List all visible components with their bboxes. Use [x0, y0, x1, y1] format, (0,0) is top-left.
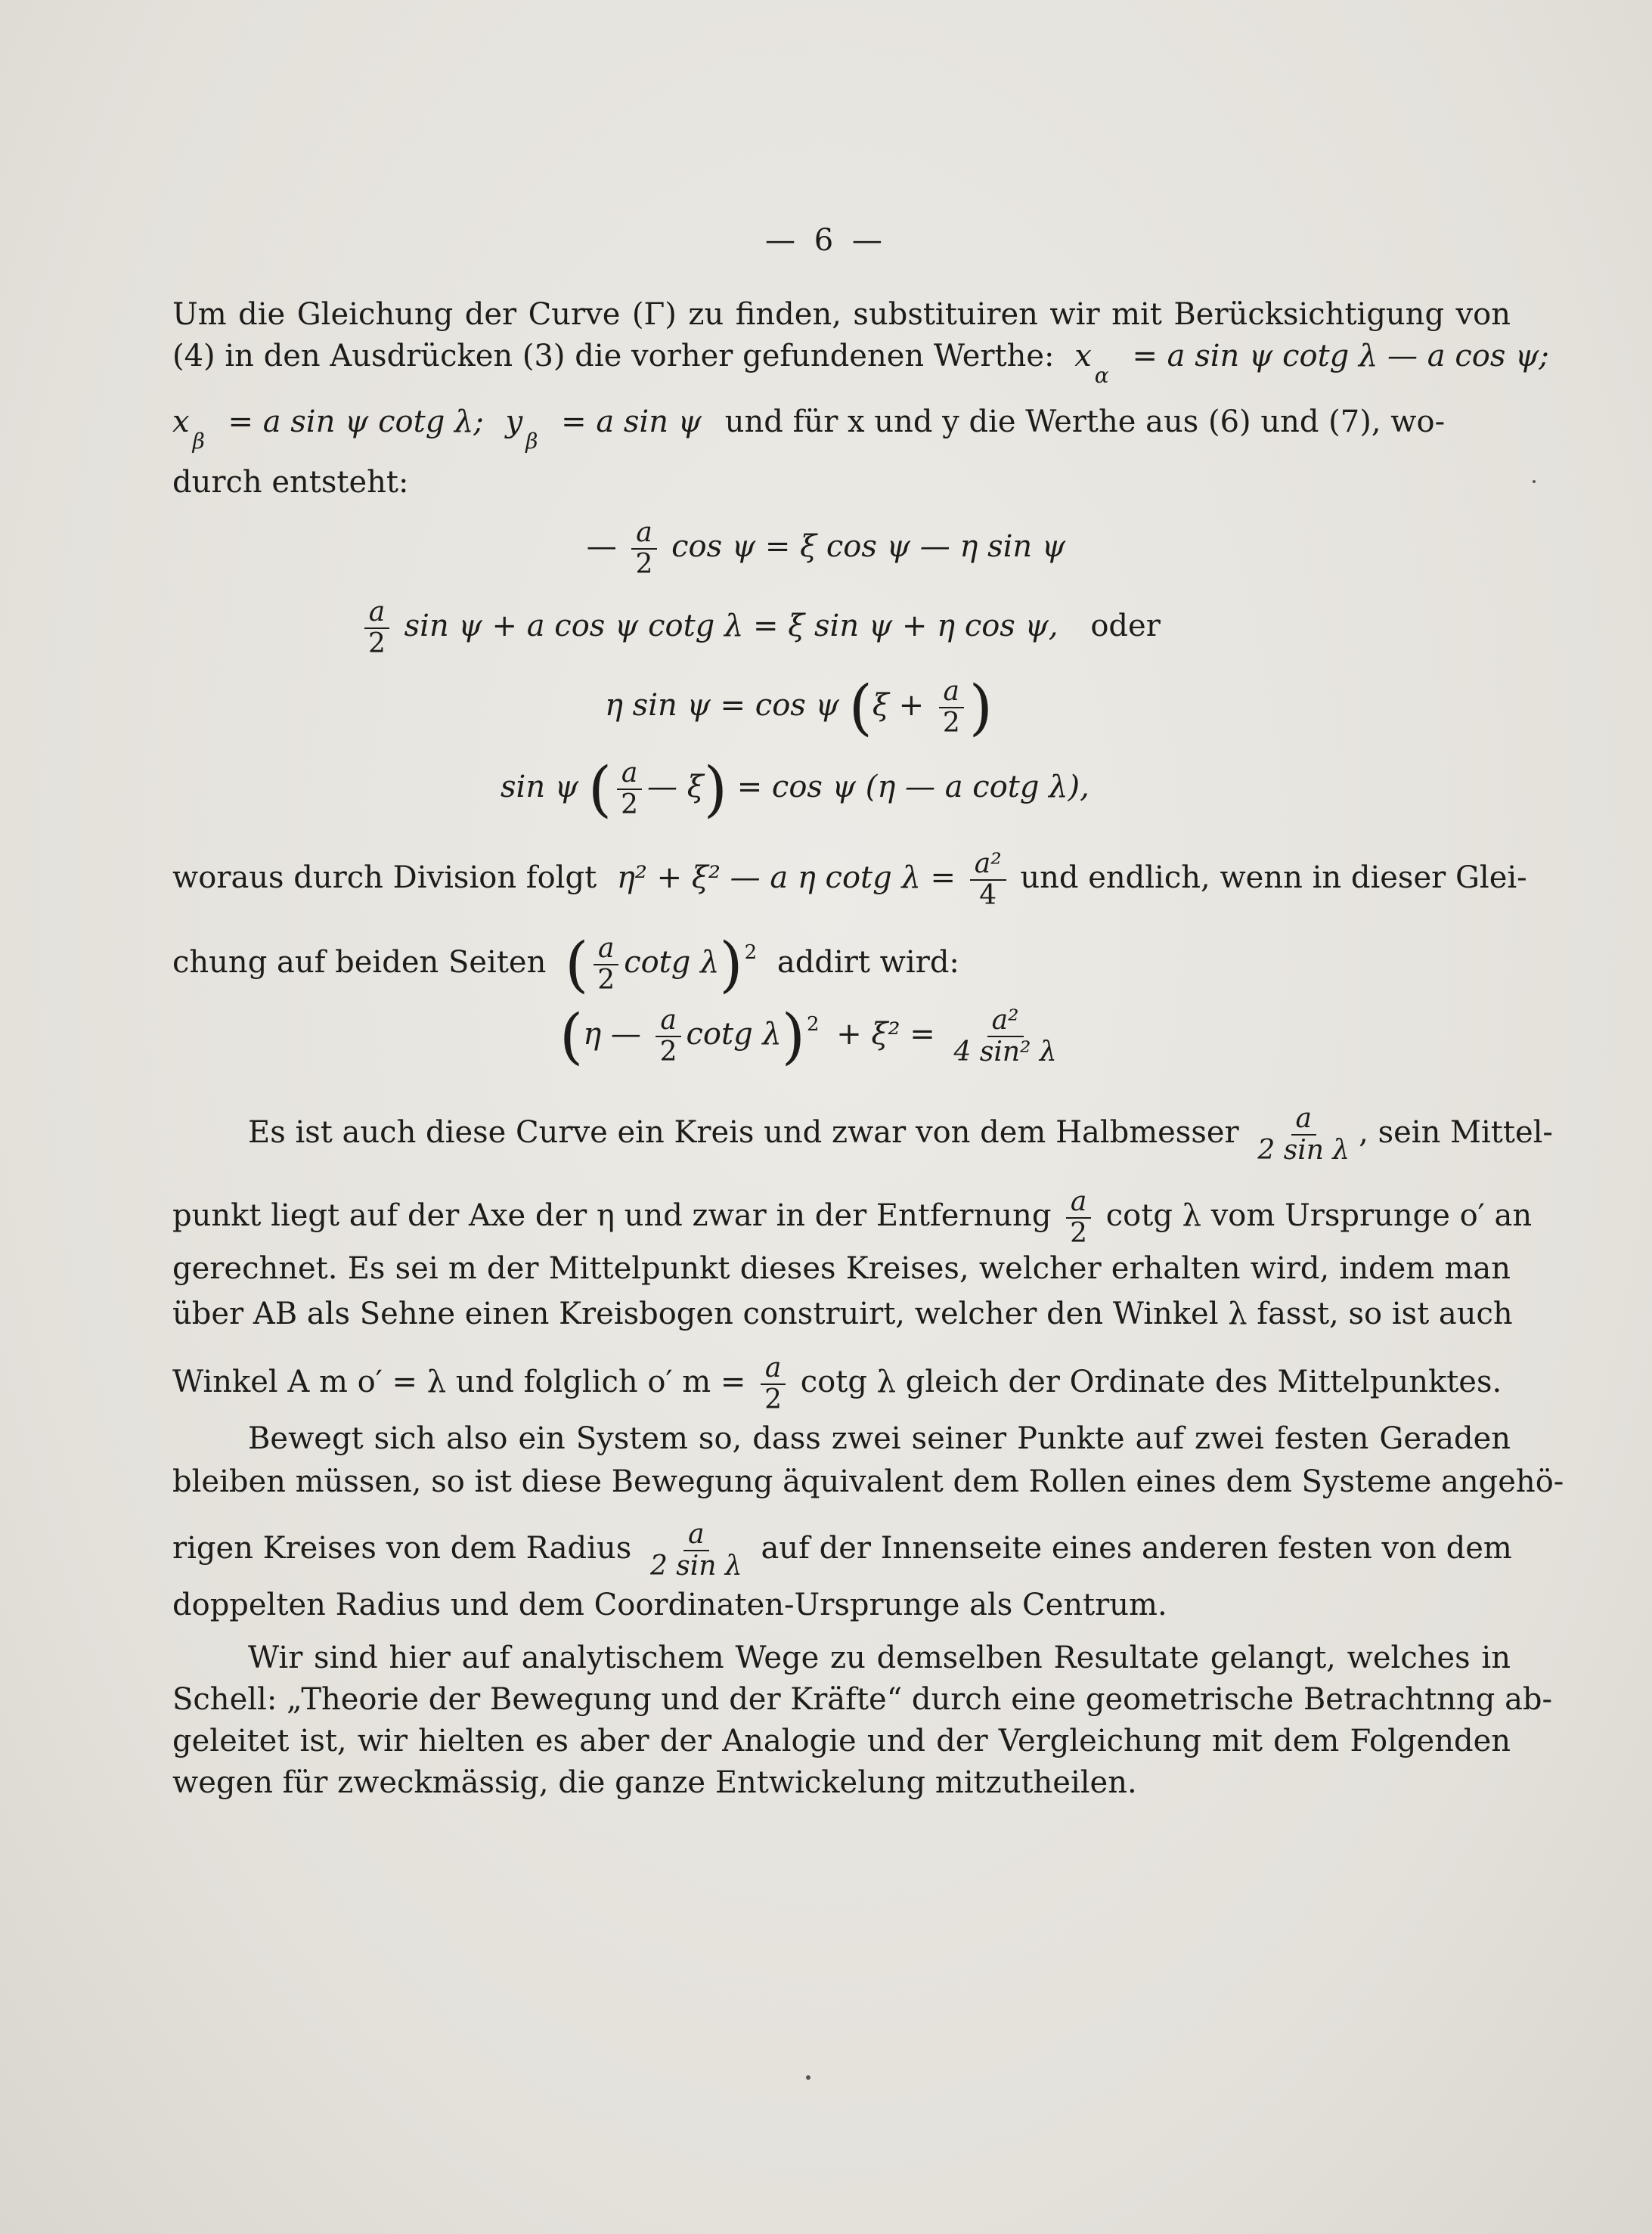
page-number: — 6 —: [765, 223, 887, 258]
text-span: auf der Innenseite eines anderen festen von dem: [761, 1531, 1512, 1566]
fraction-a-over-2: [760, 1353, 786, 1415]
text-line: bleiben müssen, so ist diese Bewegung äquivalent dem Rollen eines dem Systeme angehö-: [172, 1464, 1564, 1499]
math-subscript: β: [192, 429, 205, 454]
denominator: 2: [1070, 1218, 1088, 1249]
math-expression: cotg λ: [686, 1017, 782, 1052]
fraction-a-over-2: [364, 597, 390, 659]
text-line: Wir sind hier auf analytischem Wege zu demselben Resultate gelangt, welches in: [248, 1641, 1511, 1675]
math-symbol: x: [1074, 339, 1092, 373]
paper-speck: [1533, 480, 1536, 483]
text-span: Winkel A m o′ = λ und folglich o′ m =: [172, 1365, 746, 1399]
text-span: woraus durch Division folgt: [172, 860, 597, 895]
text-line: über AB als Sehne einen Kreisbogen construirt, welcher den Winkel λ fasst, so ist auch: [172, 1297, 1513, 1331]
text-line: wegen für zweckmässig, die ganze Entwickelung mitzutheilen.: [172, 1765, 1137, 1800]
denominator: 2 sin λ: [1257, 1135, 1350, 1166]
math-superscript: 2: [806, 1013, 820, 1036]
text-line: [248, 1103, 1553, 1166]
text-span: und endlich, wenn in dieser Glei-: [1020, 860, 1527, 895]
numerator: a: [683, 1520, 708, 1551]
math-superscript: 2: [744, 941, 758, 964]
equation-5: (η — $\frac{a}{2}$ cotg λ)$^2$ + ξ² = $\frac{\text{a²}}{\text{4 sin² λ}}$: [559, 1005, 1542, 1067]
text-span: rigen Kreises von dem Radius: [172, 1531, 632, 1566]
math-expression: η² + ξ² — a η cotg λ =: [616, 860, 956, 895]
equation-4: sin ψ ( $\frac{a}{2}$ — ξ) = cos ψ (η — a cotg λ),: [501, 754, 1089, 824]
math-expression: η —: [583, 1017, 641, 1052]
math-expression: = a sin ψ cotg λ — a cos ψ;: [1132, 339, 1549, 373]
math-symbol: x: [172, 404, 190, 439]
math-expression: ξ +: [872, 688, 925, 723]
text-line: [172, 1353, 1511, 1415]
math-expression: = a sin ψ: [561, 404, 702, 439]
text-line: Bewegt sich also ein System so, dass zwei seiner Punkte auf zwei festen Geraden: [248, 1421, 1511, 1456]
text-span: chung auf beiden Seiten: [172, 945, 547, 980]
denominator: 2: [597, 965, 615, 996]
text-line: Um die Gleichung der Curve (Γ) zu finden, substituiren wir mit Berücksichtigung von: [172, 297, 1511, 332]
fraction-a2-over-4: [970, 849, 1006, 911]
text-span: punkt liegt auf der Axe der η und zwar in der Entfernung: [172, 1198, 1052, 1233]
text-line: gerechnet. Es sei m der Mittelpunkt dieses Kreises, welcher erhalten wird, indem man: [172, 1251, 1511, 1286]
math-expression: cotg λ: [624, 945, 720, 980]
denominator: 2: [659, 1036, 677, 1067]
fraction-a-over-2sin: [646, 1520, 747, 1582]
numerator: a: [617, 758, 642, 790]
numerator: a: [1291, 1104, 1316, 1136]
text-span: Es ist auch diese Curve ein Kreis und zwar von dem Halbmesser: [248, 1115, 1239, 1150]
text-span: (4) in den Ausdrücken (3) die vorher gefundenen Werthe:: [172, 339, 1055, 373]
text-span: addirt wird:: [776, 945, 959, 980]
math-expression: = a sin ψ cotg λ;: [228, 404, 484, 439]
text-span: und für x und y die Werthe aus (6) und (7), wo-: [724, 404, 1446, 439]
math-subscript: α: [1094, 363, 1109, 388]
math-expression: sin ψ: [501, 770, 579, 804]
numerator: a: [594, 934, 618, 965]
text-span: cotg λ gleich der Ordinate des Mittelpunktes.: [800, 1365, 1502, 1399]
math-expression: η sin ψ = cos ψ: [605, 688, 839, 723]
math-subscript: β: [525, 429, 538, 454]
text-span: oder: [1090, 609, 1161, 643]
numerator: a: [1066, 1187, 1091, 1219]
equation-3: η sin ψ = cos ψ (ξ + $\frac{a}{2}$ ): [605, 672, 993, 742]
numerator: a: [364, 597, 389, 629]
fraction-a-over-2: [938, 677, 965, 739]
fraction-a-over-2: [616, 758, 643, 820]
text-line: [172, 848, 1527, 911]
minus-sign: —: [586, 529, 617, 564]
text-line: [172, 1520, 1511, 1582]
fraction-a-over-2: [631, 518, 657, 580]
text-line: chung auf beiden Seiten ( $\frac{a}{2}$ cotg λ)$^2$ addirt wird:: [172, 929, 959, 999]
math-expression: = cos ψ (η — a cotg λ),: [736, 770, 1089, 804]
numerator: a²: [970, 849, 1006, 881]
fraction-a-over-2: [1065, 1187, 1092, 1249]
denominator: 2 sin λ: [649, 1551, 742, 1582]
math-expression: + ξ² =: [836, 1017, 935, 1052]
text-line: Schell: „Theorie der Bewegung und der Kräfte“ durch eine geometrische Betrachtnng ab-: [172, 1682, 1553, 1717]
fraction-a-over-2: [593, 934, 619, 996]
numerator: a: [656, 1005, 680, 1037]
text-line: [172, 401, 1511, 454]
equation-2: [359, 597, 1493, 659]
math-expression: cos ψ = ξ cos ψ — η sin ψ: [671, 529, 1066, 564]
fraction-a-over-2: [656, 1005, 682, 1067]
text-span: cotg λ vom Ursprunge o′ an: [1105, 1198, 1533, 1233]
paper-speck: [806, 2075, 811, 2080]
math-symbol: y: [505, 404, 523, 439]
fraction-a2-over-4sin2: [950, 1005, 1062, 1067]
denominator: 2: [368, 628, 386, 659]
numerator: a: [631, 518, 656, 550]
numerator: a: [939, 677, 964, 708]
math-expression: sin ψ + a cos ψ cotg λ = ξ sin ψ + η cos ψ,: [404, 609, 1058, 643]
text-span: , sein Mittel-: [1359, 1115, 1553, 1150]
numerator: a²: [987, 1005, 1024, 1037]
text-line: durch entsteht:: [172, 465, 409, 500]
denominator: 2: [621, 789, 639, 820]
denominator: 4: [979, 880, 997, 911]
text-line: geleitet ist, wir hielten es aber der Analogie und der Vergleichung mit dem Folgenden: [172, 1724, 1511, 1758]
denominator: 2: [942, 708, 960, 739]
denominator: 4 sin² λ: [953, 1036, 1057, 1067]
text-line: [172, 335, 1549, 388]
fraction-a-over-2sin: [1253, 1104, 1354, 1166]
math-expression: — ξ: [647, 770, 704, 804]
denominator: 2: [764, 1384, 783, 1415]
numerator: a: [761, 1353, 786, 1385]
text-line: doppelten Radius und dem Coordinaten-Ursprunge als Centrum.: [172, 1588, 1167, 1622]
denominator: 2: [635, 549, 653, 580]
text-line: [172, 1186, 1533, 1249]
equation-1: [0, 518, 1652, 580]
